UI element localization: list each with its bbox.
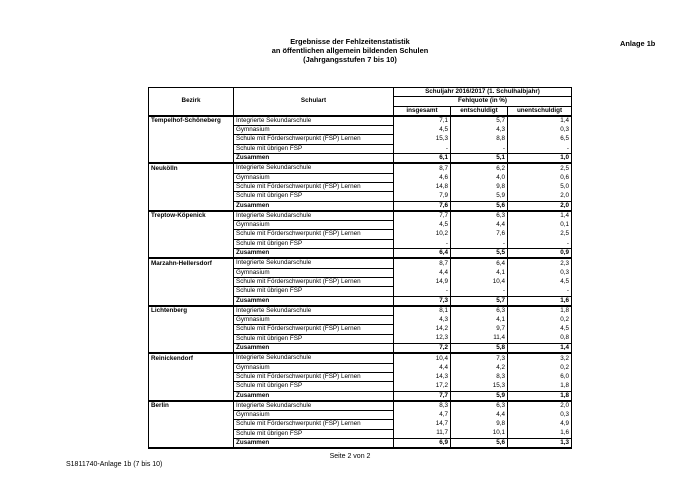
bezirk-cell xyxy=(149,268,234,277)
schulart-label: Gymnasium xyxy=(234,173,394,182)
table-row xyxy=(149,334,572,343)
value-unentschuldigt: 1,4 xyxy=(508,211,572,221)
header-schulart: Schulart xyxy=(234,88,394,116)
schulart-label: Integrierte Sekundarschule xyxy=(234,306,394,316)
bezirk-cell xyxy=(149,344,234,354)
value-entschuldigt: - xyxy=(451,239,508,248)
value-unentschuldigt: 0,1 xyxy=(508,221,572,230)
schulart-label: Gymnasium xyxy=(234,268,394,277)
bezirk-cell xyxy=(149,154,234,164)
schulart-label: Integrierte Sekundarschule xyxy=(234,211,394,221)
table-row xyxy=(149,239,572,248)
value-insgesamt: 4,4 xyxy=(394,268,451,277)
bezirk-name: Berlin xyxy=(149,401,234,411)
value-unentschuldigt: 6,5 xyxy=(508,135,572,144)
value-entschuldigt: - xyxy=(451,287,508,296)
value-insgesamt: 14,9 xyxy=(394,277,451,286)
value-entschuldigt: 6,3 xyxy=(451,401,508,411)
schulart-label: Integrierte Sekundarschule xyxy=(234,258,394,268)
schulart-label: Schule mit übrigen FSP xyxy=(234,192,394,201)
value-unentschuldigt: 2,0 xyxy=(508,192,572,201)
value-unentschuldigt: 0,2 xyxy=(508,316,572,325)
value-unentschuldigt: 2,5 xyxy=(508,230,572,239)
value-unentschuldigt: 1,8 xyxy=(508,306,572,316)
header-bezirk: Bezirk xyxy=(149,88,234,116)
schulart-label: Schule mit Förderschwerpunkt (FSP) Lernen xyxy=(234,230,394,239)
value-entschuldigt: 8,3 xyxy=(451,372,508,381)
total-label: Zusammen xyxy=(234,438,394,448)
schulart-label: Integrierte Sekundarschule xyxy=(234,401,394,411)
bezirk-cell xyxy=(149,325,234,334)
value-entschuldigt: 5,9 xyxy=(451,391,508,401)
total-label: Zusammen xyxy=(234,201,394,211)
schulart-label: Schule mit übrigen FSP xyxy=(234,287,394,296)
bezirk-cell xyxy=(149,334,234,343)
title-line: Ergebnisse der Fehlzeitenstatistik xyxy=(290,37,410,46)
page-number: Seite 2 von 2 xyxy=(329,453,371,460)
value-insgesamt: 6,4 xyxy=(394,249,451,259)
bezirk-cell xyxy=(149,372,234,381)
schulart-label: Schule mit übrigen FSP xyxy=(234,429,394,438)
value-unentschuldigt: 1,4 xyxy=(508,116,572,126)
value-entschuldigt: 6,3 xyxy=(451,211,508,221)
table-row xyxy=(149,287,572,296)
value-unentschuldigt: 2,3 xyxy=(508,258,572,268)
bezirk-cell xyxy=(149,296,234,306)
schulart-label: Schule mit Förderschwerpunkt (FSP) Lernen xyxy=(234,182,394,191)
schulart-label: Gymnasium xyxy=(234,126,394,135)
value-insgesamt: 6,1 xyxy=(394,154,451,164)
table-row xyxy=(149,144,572,153)
value-insgesamt: 7,7 xyxy=(394,391,451,401)
value-insgesamt: 17,2 xyxy=(394,382,451,391)
value-insgesamt: - xyxy=(394,239,451,248)
value-insgesamt: 7,7 xyxy=(394,211,451,221)
schulart-label: Gymnasium xyxy=(234,363,394,372)
schulart-label: Schule mit Förderschwerpunkt (FSP) Lernen xyxy=(234,325,394,334)
value-entschuldigt: 15,3 xyxy=(451,382,508,391)
bezirk-name: Marzahn-Hellersdorf xyxy=(149,258,234,268)
table-row xyxy=(149,420,572,429)
value-unentschuldigt: - xyxy=(508,287,572,296)
value-insgesamt: 11,7 xyxy=(394,429,451,438)
value-entschuldigt: 4,0 xyxy=(451,173,508,182)
table-row xyxy=(149,325,572,334)
title-line: an öffentlichen allgemein bildenden Schulen xyxy=(271,46,429,55)
value-entschuldigt: 4,3 xyxy=(451,126,508,135)
schulart-label: Schule mit Förderschwerpunkt (FSP) Lernen xyxy=(234,277,394,286)
value-insgesamt: 15,3 xyxy=(394,135,451,144)
value-entschuldigt: 10,1 xyxy=(451,429,508,438)
schulart-label: Schule mit Förderschwerpunkt (FSP) Lernen xyxy=(234,372,394,381)
value-entschuldigt: 4,1 xyxy=(451,316,508,325)
bezirk-cell xyxy=(149,287,234,296)
header-schuljahr: Schuljahr 2016/2017 (1. Schulhalbjahr) xyxy=(394,88,572,97)
bezirk-cell xyxy=(149,277,234,286)
value-entschuldigt: 6,3 xyxy=(451,306,508,316)
value-unentschuldigt: 1,8 xyxy=(508,382,572,391)
table-row xyxy=(149,192,572,201)
schulart-label: Schule mit übrigen FSP xyxy=(234,382,394,391)
value-unentschuldigt: 2,0 xyxy=(508,201,572,211)
total-label: Zusammen xyxy=(234,391,394,401)
bezirk-name: Treptow-Köpenick xyxy=(149,211,234,221)
bezirk-name: Reinickendorf xyxy=(149,353,234,363)
bezirk-cell xyxy=(149,391,234,401)
value-insgesamt: - xyxy=(394,144,451,153)
value-unentschuldigt: 0,8 xyxy=(508,334,572,343)
total-row xyxy=(149,249,572,259)
value-unentschuldigt: 2,0 xyxy=(508,401,572,411)
value-entschuldigt: 5,7 xyxy=(451,116,508,126)
value-insgesamt: 8,7 xyxy=(394,258,451,268)
bezirk-name: Lichtenberg xyxy=(149,306,234,316)
value-insgesamt: 7,3 xyxy=(394,296,451,306)
table-row xyxy=(149,401,572,411)
value-unentschuldigt: 4,5 xyxy=(508,277,572,286)
value-unentschuldigt: 4,5 xyxy=(508,325,572,334)
bezirk-cell xyxy=(149,192,234,201)
value-insgesamt: 4,4 xyxy=(394,363,451,372)
schulart-label: Integrierte Sekundarschule xyxy=(234,353,394,363)
schulart-label: Gymnasium xyxy=(234,221,394,230)
table-row xyxy=(149,306,572,316)
schulart-label: Integrierte Sekundarschule xyxy=(234,116,394,126)
table-row xyxy=(149,182,572,191)
document-id: S1811740-Anlage 1b (7 bis 10) xyxy=(66,461,163,468)
total-row xyxy=(149,438,572,448)
table-row xyxy=(149,230,572,239)
bezirk-name: Tempelhof-Schöneberg xyxy=(149,116,234,126)
total-label: Zusammen xyxy=(234,296,394,306)
bezirk-cell xyxy=(149,126,234,135)
value-insgesamt: 12,3 xyxy=(394,334,451,343)
total-label: Zusammen xyxy=(234,249,394,259)
value-entschuldigt: 5,6 xyxy=(451,438,508,448)
value-insgesamt: 14,3 xyxy=(394,372,451,381)
value-unentschuldigt: 3,2 xyxy=(508,353,572,363)
header-unentschuldigt: unentschuldigt xyxy=(508,106,572,116)
bezirk-cell xyxy=(149,316,234,325)
table-row xyxy=(149,429,572,438)
value-insgesamt: 10,2 xyxy=(394,230,451,239)
value-entschuldigt: 5,7 xyxy=(451,296,508,306)
bezirk-cell xyxy=(149,438,234,448)
value-unentschuldigt: 1,6 xyxy=(508,429,572,438)
value-unentschuldigt: 6,0 xyxy=(508,372,572,381)
total-row xyxy=(149,296,572,306)
bezirk-cell xyxy=(149,221,234,230)
value-unentschuldigt: 1,0 xyxy=(508,154,572,164)
table-row xyxy=(149,221,572,230)
total-label: Zusammen xyxy=(234,344,394,354)
table-row xyxy=(149,135,572,144)
bezirk-cell xyxy=(149,411,234,420)
value-insgesamt: 8,1 xyxy=(394,306,451,316)
value-unentschuldigt: 0,3 xyxy=(508,268,572,277)
value-insgesamt: 8,7 xyxy=(394,163,451,173)
value-unentschuldigt: 1,4 xyxy=(508,344,572,354)
bezirk-cell xyxy=(149,144,234,153)
value-unentschuldigt: 1,8 xyxy=(508,391,572,401)
bezirk-name: Neukölln xyxy=(149,163,234,173)
bezirk-cell xyxy=(149,182,234,191)
total-row xyxy=(149,201,572,211)
table-row xyxy=(149,411,572,420)
schulart-label: Schule mit übrigen FSP xyxy=(234,144,394,153)
schulart-label: Schule mit übrigen FSP xyxy=(234,334,394,343)
bezirk-cell xyxy=(149,382,234,391)
value-unentschuldigt: 0,6 xyxy=(508,173,572,182)
value-unentschuldigt: - xyxy=(508,144,572,153)
bezirk-cell xyxy=(149,429,234,438)
absence-statistics-table xyxy=(148,87,572,449)
value-entschuldigt: 9,8 xyxy=(451,420,508,429)
bezirk-cell xyxy=(149,135,234,144)
value-insgesamt: 7,2 xyxy=(394,344,451,354)
schulart-label: Schule mit Förderschwerpunkt (FSP) Lernen xyxy=(234,420,394,429)
value-entschuldigt: 10,4 xyxy=(451,277,508,286)
total-row xyxy=(149,391,572,401)
value-unentschuldigt: 0,9 xyxy=(508,249,572,259)
value-insgesamt: 7,1 xyxy=(394,116,451,126)
value-entschuldigt: 7,3 xyxy=(451,353,508,363)
table-row xyxy=(149,126,572,135)
total-label: Zusammen xyxy=(234,154,394,164)
value-insgesamt: 14,7 xyxy=(394,420,451,429)
value-entschuldigt: 6,2 xyxy=(451,163,508,173)
table-row xyxy=(149,211,572,221)
value-insgesamt: 7,6 xyxy=(394,201,451,211)
table-row xyxy=(149,363,572,372)
value-entschuldigt: 4,4 xyxy=(451,411,508,420)
value-unentschuldigt: 0,3 xyxy=(508,411,572,420)
value-insgesamt: 4,5 xyxy=(394,221,451,230)
report-title xyxy=(200,37,500,64)
table-row xyxy=(149,163,572,173)
schulart-label: Schule mit Förderschwerpunkt (FSP) Lernen xyxy=(234,135,394,144)
value-insgesamt: 8,3 xyxy=(394,401,451,411)
value-entschuldigt: 5,8 xyxy=(451,344,508,354)
value-unentschuldigt: - xyxy=(508,239,572,248)
value-entschuldigt: 9,7 xyxy=(451,325,508,334)
value-entschuldigt: 5,9 xyxy=(451,192,508,201)
value-unentschuldigt: 2,5 xyxy=(508,163,572,173)
value-entschuldigt: 4,4 xyxy=(451,221,508,230)
value-entschuldigt: 8,8 xyxy=(451,135,508,144)
value-unentschuldigt: 0,2 xyxy=(508,363,572,372)
header-insgesamt: insgesamt xyxy=(394,106,451,116)
schulart-label: Integrierte Sekundarschule xyxy=(234,163,394,173)
table-row xyxy=(149,268,572,277)
value-unentschuldigt: 4,9 xyxy=(508,420,572,429)
schulart-label: Schule mit übrigen FSP xyxy=(234,239,394,248)
value-unentschuldigt: 0,3 xyxy=(508,126,572,135)
bezirk-cell xyxy=(149,239,234,248)
value-insgesamt: 4,7 xyxy=(394,411,451,420)
bezirk-cell xyxy=(149,363,234,372)
value-insgesamt: 7,9 xyxy=(394,192,451,201)
value-entschuldigt: - xyxy=(451,144,508,153)
table-row xyxy=(149,382,572,391)
bezirk-cell xyxy=(149,420,234,429)
value-entschuldigt: 7,6 xyxy=(451,230,508,239)
header-entschuldigt: entschuldigt xyxy=(451,106,508,116)
bezirk-cell xyxy=(149,173,234,182)
value-unentschuldigt: 1,3 xyxy=(508,438,572,448)
value-insgesamt: 10,4 xyxy=(394,353,451,363)
value-unentschuldigt: 5,0 xyxy=(508,182,572,191)
value-entschuldigt: 5,5 xyxy=(451,249,508,259)
value-entschuldigt: 11,4 xyxy=(451,334,508,343)
value-insgesamt: 4,3 xyxy=(394,316,451,325)
title-line: (Jahrgangsstufen 7 bis 10) xyxy=(303,55,397,64)
bezirk-cell xyxy=(149,230,234,239)
bezirk-cell xyxy=(149,249,234,259)
table-body xyxy=(149,116,572,448)
bezirk-cell xyxy=(149,201,234,211)
value-entschuldigt: 6,4 xyxy=(451,258,508,268)
table-row xyxy=(149,258,572,268)
table-row xyxy=(149,277,572,286)
annex-label: Anlage 1b xyxy=(620,39,656,48)
table-row xyxy=(149,116,572,126)
value-insgesamt: 4,6 xyxy=(394,173,451,182)
value-insgesamt: 14,2 xyxy=(394,325,451,334)
value-unentschuldigt: 1,6 xyxy=(508,296,572,306)
value-entschuldigt: 5,1 xyxy=(451,154,508,164)
table-row xyxy=(149,353,572,363)
value-insgesamt: - xyxy=(394,287,451,296)
value-insgesamt: 14,8 xyxy=(394,182,451,191)
value-entschuldigt: 4,1 xyxy=(451,268,508,277)
value-insgesamt: 6,9 xyxy=(394,438,451,448)
schulart-label: Gymnasium xyxy=(234,411,394,420)
table-row xyxy=(149,316,572,325)
table-row xyxy=(149,173,572,182)
total-row xyxy=(149,154,572,164)
value-entschuldigt: 5,6 xyxy=(451,201,508,211)
header-fehlquote: Fehlquote (in %) xyxy=(394,97,572,106)
schulart-label: Gymnasium xyxy=(234,316,394,325)
value-entschuldigt: 4,2 xyxy=(451,363,508,372)
table-row xyxy=(149,372,572,381)
value-entschuldigt: 9,8 xyxy=(451,182,508,191)
value-insgesamt: 4,5 xyxy=(394,126,451,135)
total-row xyxy=(149,344,572,354)
